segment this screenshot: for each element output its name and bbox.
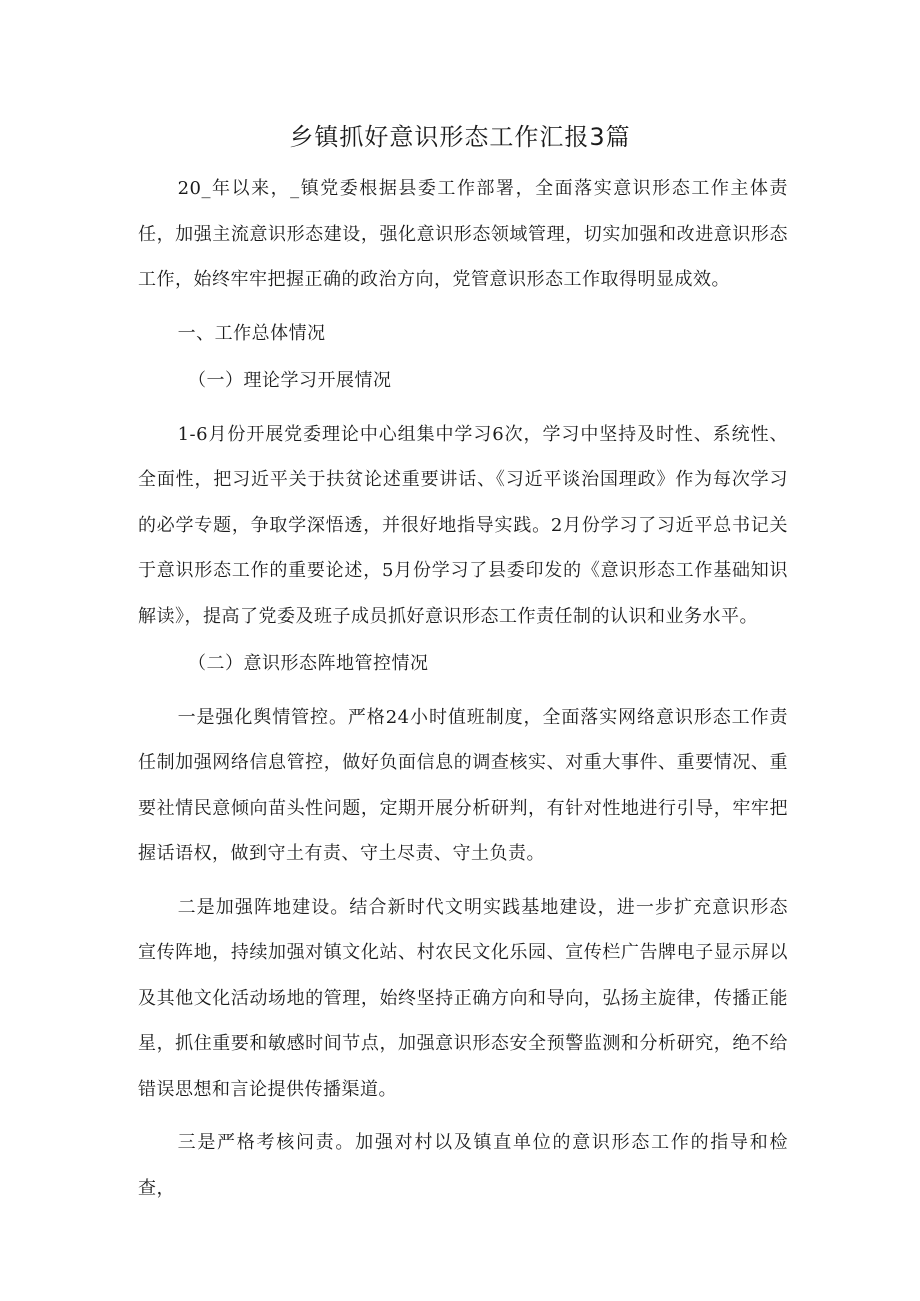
section-heading-overall: 一、工作总体情况 (177, 322, 326, 344)
subsection-heading-theory-study: （一）理论学习开展情况 (188, 370, 392, 391)
public-opinion-paragraph: 一是强化舆情管控。严格24小时值班制度，全面落实网络意识形态工作责任制加强网络信息管控，做好负面信息的调查核实、对重大事件、重要情况、重要社情民意倾向苗头性问题，定期开展分析研判，有针对性地进行引导，牢牢把握话语权，做到守土有责、守土尽责、守土负责。 (138, 706, 788, 864)
theory-study-paragraph: 1-6月份开展党委理论中心组集中学习6次，学习中坚持及时性、系统性、全面性，把习近平关于扶贫论述重要讲话、《习近平谈治国理政》作为每次学习的必学专题，争取学深悟透，并很好地指导实践。2月份学习了习近平总书记关于意识形态工作的重要论述，5月份学习了县委印发的《意识形态工作基础知识解读》，提高了党委及班子成员抓好意识形态工作责任制的认识和业务水平。 (138, 423, 788, 627)
position-building-paragraph: 二是加强阵地建设。结合新时代文明实践基地建设，进一步扩充意识形态宣传阵地，持续加强对镇文化站、村农民文化乐园、宣传栏广告牌电子显示屏以及其他文化活动场地的管理，始终坚持正确方向和导向，弘扬主旋律，传播正能星，抓住重要和敏感时间节点，加强意识形态安全预警监测和分析研究，绝不给错误思想和言论提供传播渠道。 (138, 896, 788, 1100)
intro-paragraph: 20_年以来，_镇党委根据县委工作部署，全面落实意识形态工作主体责任，加强主流意识形态建设，强化意识形态领域管理，切实加强和改进意识形态工作，始终牢牢把握正确的政治方向，党管意识形态工作取得明显成效。 (138, 178, 788, 290)
subsection-heading-position-control: （二）意识形态阵地管控情况 (188, 653, 429, 674)
assessment-paragraph: 三是严格考核问责。加强对村以及镇直单位的意识形态工作的指导和检查， (138, 1132, 788, 1199)
document-title: 乡镇抓好意识形态工作汇报3篇 (289, 123, 631, 151)
document-body (138, 166, 788, 1211)
